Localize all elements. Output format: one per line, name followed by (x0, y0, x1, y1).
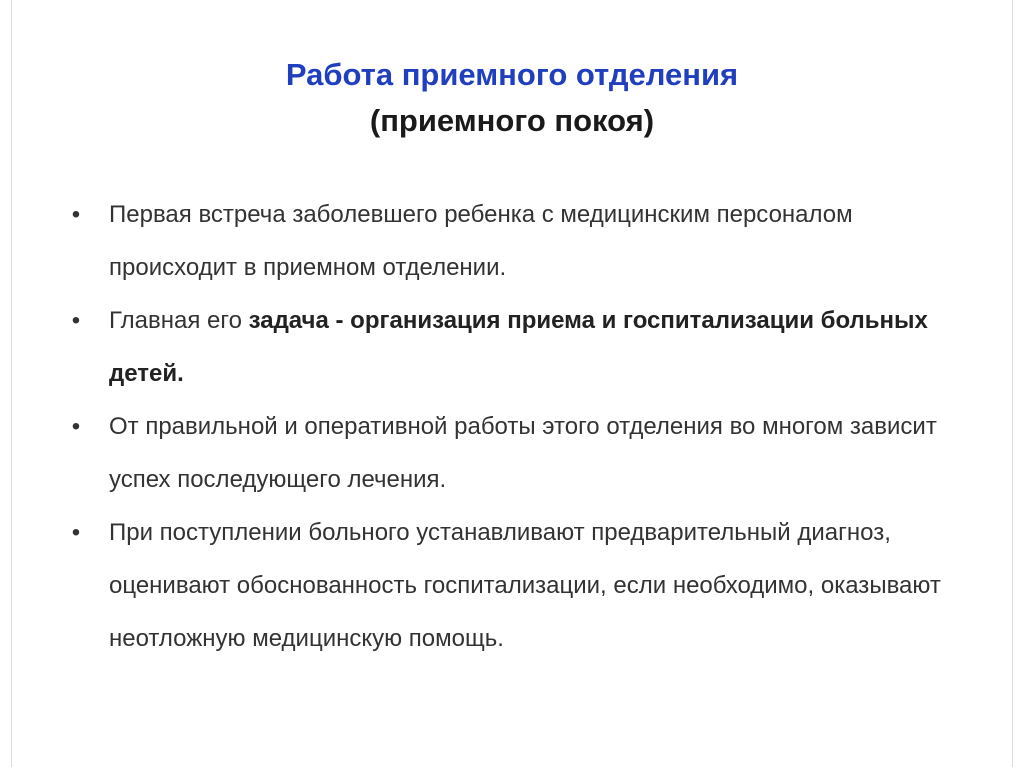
bullet-item-1 (66, 188, 966, 294)
bullet-list (66, 188, 966, 665)
bullet-dot-icon: • (71, 307, 81, 334)
bullet-dot-icon: • (71, 519, 81, 546)
bullet-text-1: Первая встреча заболевшего ребенка с медицинским персоналом происходит в приемном отделении. (109, 201, 853, 281)
bullet-dot-icon: • (71, 201, 81, 228)
bullet-text-4: При поступлении больного устанавливают предварительный диагноз, оценивают обоснованность госпитализации, если необходимо, оказывают неотложную медицинскую помощь. (109, 519, 941, 652)
bullet-text-2-prefix: Главная его (109, 307, 249, 334)
bullet-text-2-bold: задача - организация приема и госпитализации больных детей. (109, 307, 928, 387)
slide-title (12, 52, 1012, 144)
bullet-item-4 (66, 506, 966, 665)
bullet-text-3: От правильной и оперативной работы этого отделения во многом зависит успех последующего лечения. (109, 413, 937, 493)
bullet-item-3 (66, 400, 966, 506)
slide (11, 0, 1013, 767)
title-line-2: (приемного покоя) (369, 103, 655, 138)
title-line-1: Работа приемного отделения (285, 57, 739, 92)
bullet-item-2 (66, 294, 966, 400)
bullet-dot-icon: • (71, 413, 81, 440)
